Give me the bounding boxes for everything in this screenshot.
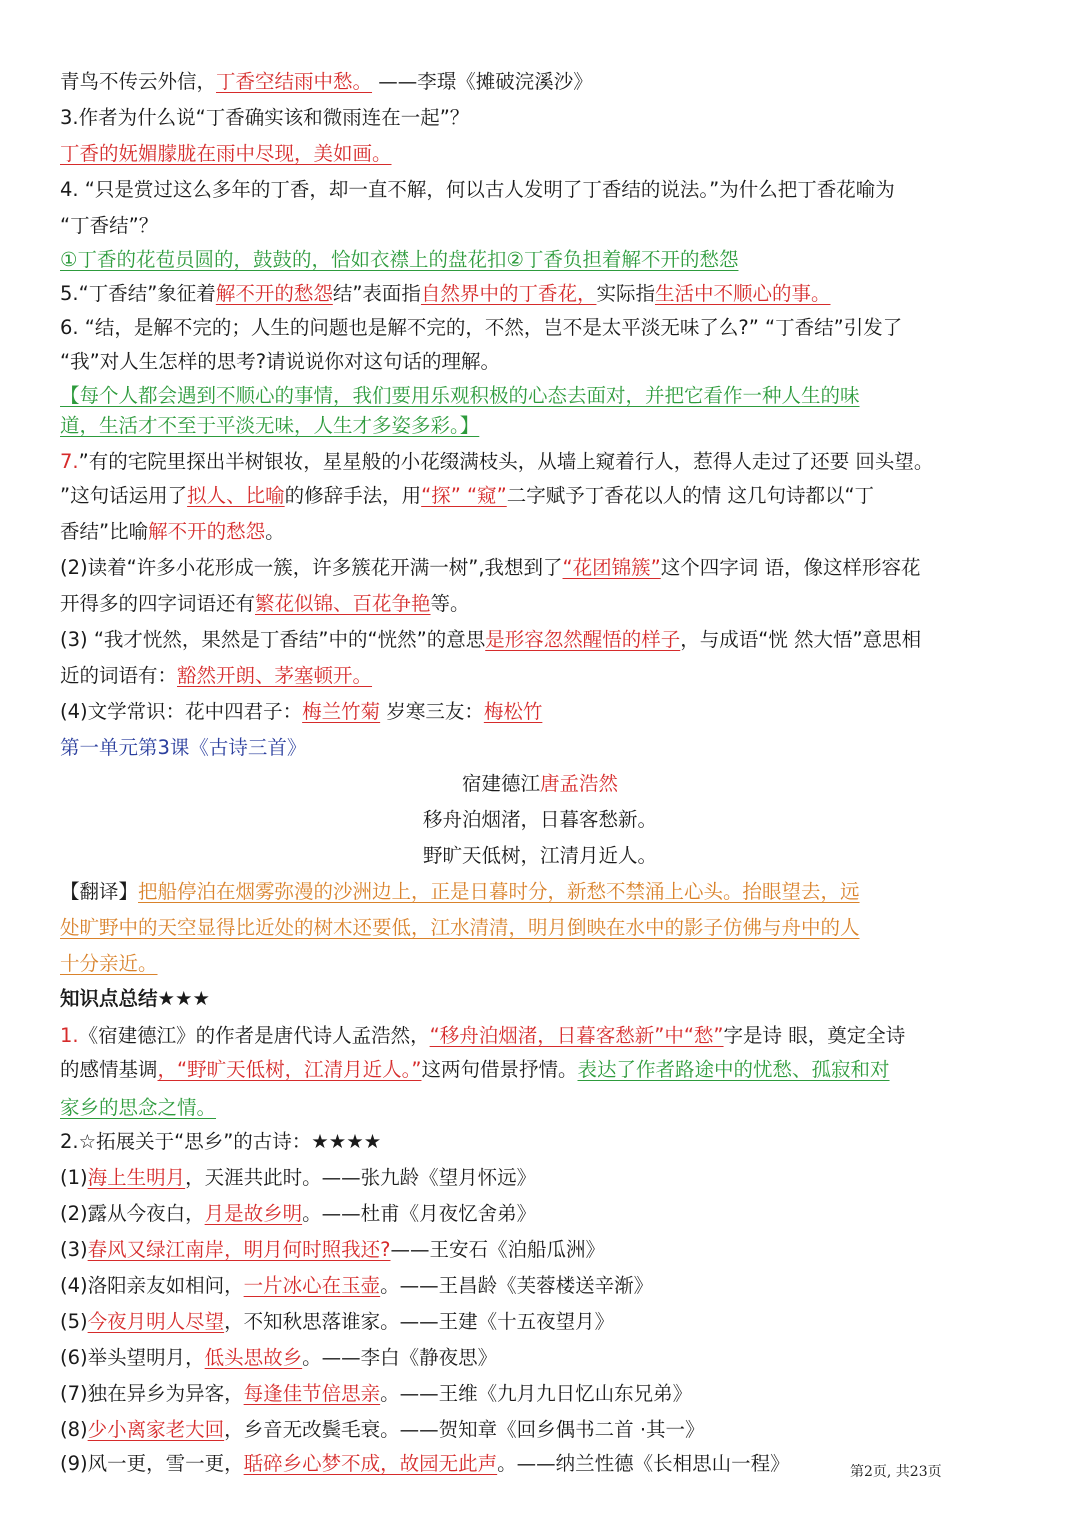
text-segment: 聒碎乡心梦不成，故园无此声 (243, 1452, 498, 1475)
text-line (60, 589, 1020, 619)
text-segment: 月是故乡明 (204, 1202, 303, 1225)
text-line (0, 769, 1080, 799)
text-segment: 道，生活才不至于平淡无味，人生才多姿多彩。】 (60, 414, 480, 437)
text-line (60, 625, 1020, 655)
text-segment: 二字赋予丁香花以人的情 这几句诗都以“丁 (506, 484, 875, 507)
text-segment: 十分亲近。 (60, 952, 158, 975)
text-segment: 香结”比喻 (60, 520, 149, 543)
text-segment: (1) (60, 1166, 88, 1189)
text-segment: 低头思故乡 (204, 1346, 303, 1369)
text-segment: 梅兰竹菊 (302, 700, 381, 723)
text-segment: (6)举头望明月， (60, 1346, 205, 1369)
text-segment: 实际指 (596, 282, 655, 305)
text-segment: (4)文学常识：花中四君子： (60, 700, 303, 723)
text-segment: 家乡的思念之情。 (60, 1096, 217, 1119)
text-line (60, 1163, 1020, 1193)
text-segment: ，乡音无改鬓毛衰。——贺知章《回乡偶书二首 ·其一》 (224, 1418, 705, 1441)
text-line (60, 313, 1020, 343)
text-segment: 青鸟不传云外信， (60, 70, 217, 93)
text-segment: (5) (60, 1310, 88, 1333)
text-segment: 1. (60, 1024, 79, 1047)
text-segment: 的感情基调 (60, 1058, 158, 1081)
text-segment: 【翻译】 (60, 880, 139, 903)
text-line (60, 1055, 1020, 1085)
text-segment: 开得多的四字词语还有 (60, 592, 256, 615)
text-line (60, 697, 1020, 727)
text-segment: 这个四字词 语，像这样形容花 (660, 556, 921, 579)
text-segment: 是形容忽然醒悟的样子 (485, 628, 681, 651)
text-segment: ，与成语“恍 然大悟”意思相 (680, 628, 922, 651)
text-line (60, 139, 1020, 169)
text-segment: “我”对人生怎样的思考?请说说你对这句话的理解。 (60, 350, 501, 373)
text-line (60, 411, 1020, 441)
text-line (60, 1021, 1020, 1051)
text-line (60, 245, 1020, 275)
text-line (60, 175, 1020, 205)
text-line (60, 877, 1020, 907)
text-line (60, 553, 1020, 583)
text-segment: 表达了作者路途中的忧愁、孤寂和对 (577, 1058, 890, 1081)
text-segment: 丁香空结雨中愁。 (216, 70, 373, 93)
text-segment: “丁香结”？ (60, 214, 159, 237)
text-segment: 7. (60, 450, 79, 473)
text-line (60, 661, 1020, 691)
text-segment: 3.作者为什么说“丁香确实该和微雨连在一起”？ (60, 106, 470, 129)
text-segment: “移舟泊烟渚，日暮客愁新”中“愁” (429, 1024, 724, 1047)
text-segment: 结”表面指 (332, 282, 421, 305)
text-line (60, 1307, 1020, 1337)
text-segment: 丁香的妩媚朦胧在雨中尽现，美如画。 (60, 142, 392, 165)
text-segment: ，“野旷天低树，江清月近人。” (157, 1058, 422, 1081)
text-segment: 豁然开朗、茅塞顿开。 (177, 664, 373, 687)
text-segment: (2)露从今夜白， (60, 1202, 205, 1225)
text-line (60, 1379, 1020, 1409)
text-segment: (2)读着“许多小花形成一簇，许多簇花开满一树”,我想到了 (60, 556, 563, 579)
text-segment: 少小离家老大回 (87, 1418, 225, 1441)
text-line (60, 1343, 1020, 1373)
text-segment: 解不开的愁怨 (148, 520, 266, 543)
text-segment: (3) (60, 1238, 88, 1261)
text-segment: (7)独在异乡为异客， (60, 1382, 244, 1405)
text-segment: 的修辞手法，用 (284, 484, 422, 507)
text-segment: 6. “结，是解不完的；人生的问题也是解不完的，不然，岂不是太平淡无味了么?” “丁香结”引发了 (60, 316, 903, 339)
text-segment: (8) (60, 1418, 88, 1441)
text-segment: 。——王昌龄《芙蓉楼送辛渐》 (380, 1274, 654, 1297)
text-line (60, 913, 1020, 943)
text-segment: 移舟泊烟渚，日暮客愁新。 (422, 808, 657, 831)
text-segment: 处旷野中的天空显得比近处的树木还要低，江水清清，明月倒映在水中的影子仿佛与舟中的人 (60, 916, 860, 939)
text-line (60, 211, 1020, 241)
text-segment: 生活中不顺心的事。 (654, 282, 831, 305)
text-line (60, 1271, 1020, 1301)
text-line (0, 805, 1080, 835)
text-segment: 繁花似锦、百花争艳 (255, 592, 431, 615)
text-segment: ①丁香的花苞员圆的，鼓鼓的，恰如衣襟上的盘花扣②丁香负担着解不开的愁怨 (60, 248, 739, 271)
text-line (60, 1235, 1020, 1265)
text-segment: (3) “我才恍然，果然是丁香结”中的“恍然”的意思 (60, 628, 486, 651)
text-line (60, 1199, 1020, 1229)
text-segment: 第一单元第3课《古诗三首》 (60, 736, 307, 759)
text-line (0, 841, 1080, 871)
text-segment: 。——杜甫《月夜忆舍弟》 (302, 1202, 537, 1225)
text-segment: 把船停泊在烟雾弥漫的沙洲边上，正是日暮时分，新愁不禁涌上心头。抬眼望去，远 (138, 880, 860, 903)
text-segment: 字是诗 眼，奠定全诗 (723, 1024, 906, 1047)
text-segment: ——王安石《泊船瓜洲》 (390, 1238, 605, 1261)
text-line (60, 733, 1020, 763)
text-line (60, 1127, 1020, 1157)
text-segment: 【每个人都会遇到不顺心的事情，我们要用乐观积极的心态去面对，并把它看作一种人生的味 (60, 384, 860, 407)
text-line (60, 447, 1020, 477)
text-line (60, 517, 1020, 547)
text-segment: 。——李白《静夜思》 (302, 1346, 498, 1369)
text-segment: (9)风一更，雪一更， (60, 1452, 244, 1475)
text-line (60, 1093, 1020, 1123)
text-segment: 4. “只是赏过这么多年的丁香，却一直不解，何以古人发明了丁香结的说法。”为什么把丁香花喻为 (60, 178, 895, 201)
text-segment: (4)洛阳亲友如相问， (60, 1274, 244, 1297)
text-segment: 梅松竹 (483, 700, 543, 723)
text-segment: 自然界中的丁香花， (420, 282, 597, 305)
text-segment: 知识点总结★★★ (60, 987, 210, 1010)
text-segment: 海上生明月 (87, 1166, 186, 1189)
text-segment: ，不知秋思落谁家。——王建《十五夜望月》 (224, 1310, 615, 1333)
text-line (60, 984, 1020, 1014)
text-segment: 2.☆拓展关于“思乡”的古诗：★★★★ (60, 1130, 382, 1153)
text-line (60, 279, 1020, 309)
text-segment: 近的词语有： (60, 664, 178, 687)
text-segment: 。——纳兰性德《长相思山一程》 (497, 1452, 790, 1475)
text-segment: 解不开的愁怨 (215, 282, 333, 305)
text-segment: 今夜月明人尽望 (87, 1310, 225, 1333)
text-line (60, 103, 1020, 133)
text-segment: 5.“丁香结”象征着 (60, 282, 216, 305)
text-segment: 唐孟浩然 (540, 772, 619, 795)
text-segment: “花团锦簇” (562, 556, 661, 579)
text-line (60, 347, 1020, 377)
text-line (60, 1415, 1020, 1445)
text-line (60, 481, 1020, 511)
text-line (60, 381, 1020, 411)
text-segment: 。 (265, 520, 285, 543)
text-segment: 等。 (430, 592, 470, 615)
text-segment: 宿建德江 (461, 772, 540, 795)
text-segment: ”有的宅院里探出半树银妆，星星般的小花缀满枝头，从墙上窥着行人，惹得人走过了还要 回头望。 (78, 450, 934, 473)
text-segment: ”这句话运用了 (60, 484, 188, 507)
text-segment: 春风又绿江南岸，明月何时照我还? (87, 1238, 391, 1261)
text-line (60, 949, 1020, 979)
text-segment: ——李璟《摊破浣溪沙》 (372, 70, 593, 93)
text-segment: 岁寒三友： (380, 700, 484, 723)
text-segment: 。——王维《九月九日忆山东兄弟》 (380, 1382, 693, 1405)
text-segment: ，天涯共此时。——张九龄《望月怀远》 (185, 1166, 537, 1189)
page-number: 第2页, 共23页 (850, 1464, 942, 1480)
text-segment: 每逢佳节倍思亲 (243, 1382, 381, 1405)
text-segment: 野旷天低树，江清月近人。 (422, 844, 657, 867)
text-segment: 《宿建德江》的作者是唐代诗人孟浩然， (78, 1024, 430, 1047)
text-segment: 一片冰心在玉壶 (243, 1274, 381, 1297)
text-segment: “探” “窥” (421, 484, 507, 507)
text-segment: 拟人、比喻 (187, 484, 285, 507)
text-segment: 这两句借景抒情。 (421, 1058, 578, 1081)
text-line (60, 67, 1020, 97)
